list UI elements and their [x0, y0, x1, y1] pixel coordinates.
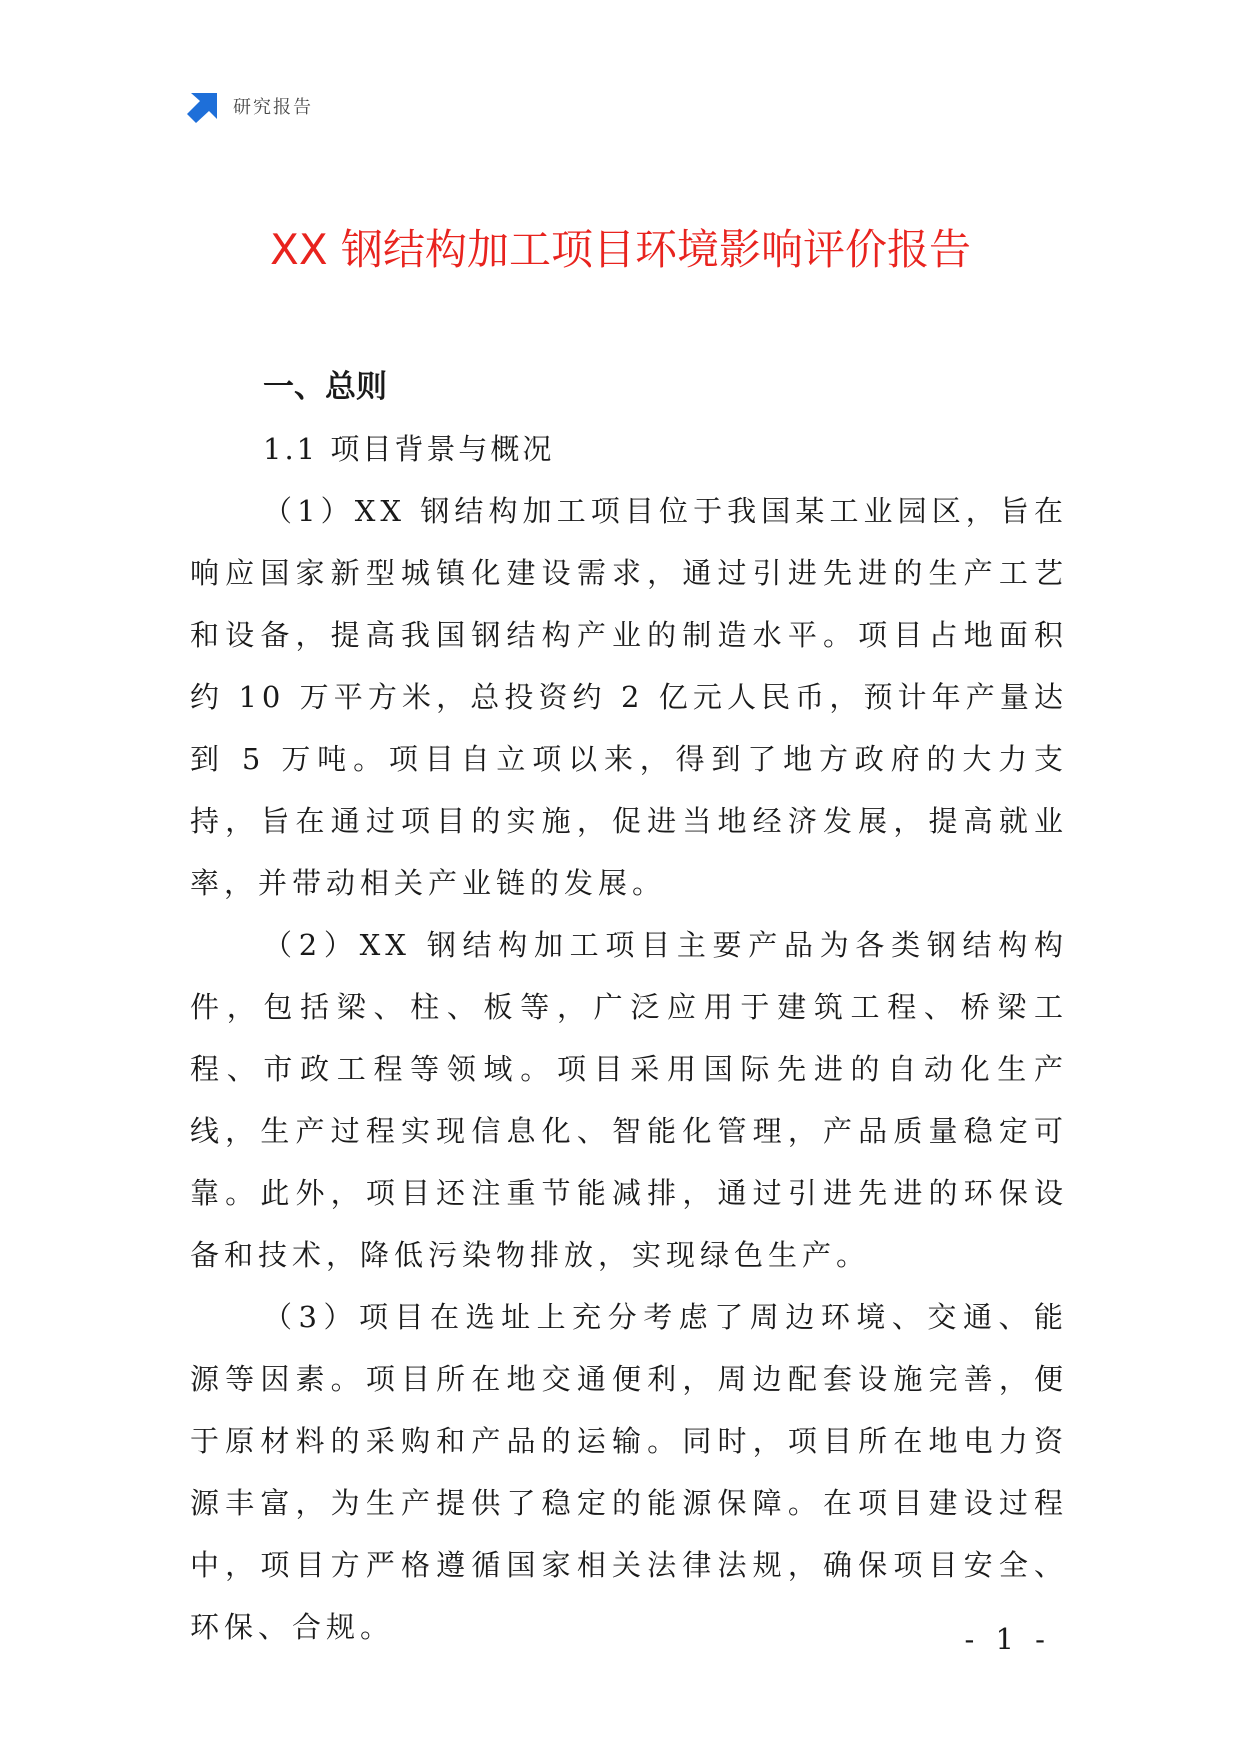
- arrow-up-right-icon: [187, 89, 221, 123]
- paragraph-2: （2）XX 钢结构加工项目主要产品为各类钢结构构件，包括梁、柱、板等，广泛应用于建筑工程、桥梁工程、市政工程等领域。项目采用国际先进的自动化生产线，生产过程实现信息化、智能化管理，产品质量稳定可靠。此外，项目还注重节能减排，通过引进先进的环保设备和技术，降低污染物排放，实现绿色生产。: [190, 928, 1068, 1272]
- subsection-heading: 1.1 项目背景与概况: [263, 432, 555, 466]
- section-heading: 一、总则: [263, 369, 387, 405]
- document-title: XX 钢结构加工项目环境影响评价报告: [270, 225, 971, 274]
- header-label: 研究报告: [233, 97, 313, 118]
- page-number: - 1 -: [964, 1622, 1051, 1656]
- page-header: [187, 88, 313, 124]
- paragraph-1: （1）XX 钢结构加工项目位于我国某工业园区，旨在响应国家新型城镇化建设需求，通过引进先进的生产工艺和设备，提高我国钢结构产业的制造水平。项目占地面积约 10 万平方米，总投资约 2 亿元人民币，预计年产量达到 5 万吨。项目自立项以来，得到了地方政府的大力支持，旨在通过项目的实施，促进当地经济发展，提高就业率，并带动相关产业链的发展。: [190, 494, 1068, 900]
- document-body: [190, 356, 1068, 1658]
- paragraph-3: （3）项目在选址上充分考虑了周边环境、交通、能源等因素。项目所在地交通便利，周边配套设施完善，便于原材料的采购和产品的运输。同时，项目所在地电力资源丰富，为生产提供了稳定的能源保障。在项目建设过程中，项目方严格遵循国家相关法律法规，确保项目安全、环保、合规。: [190, 1300, 1068, 1644]
